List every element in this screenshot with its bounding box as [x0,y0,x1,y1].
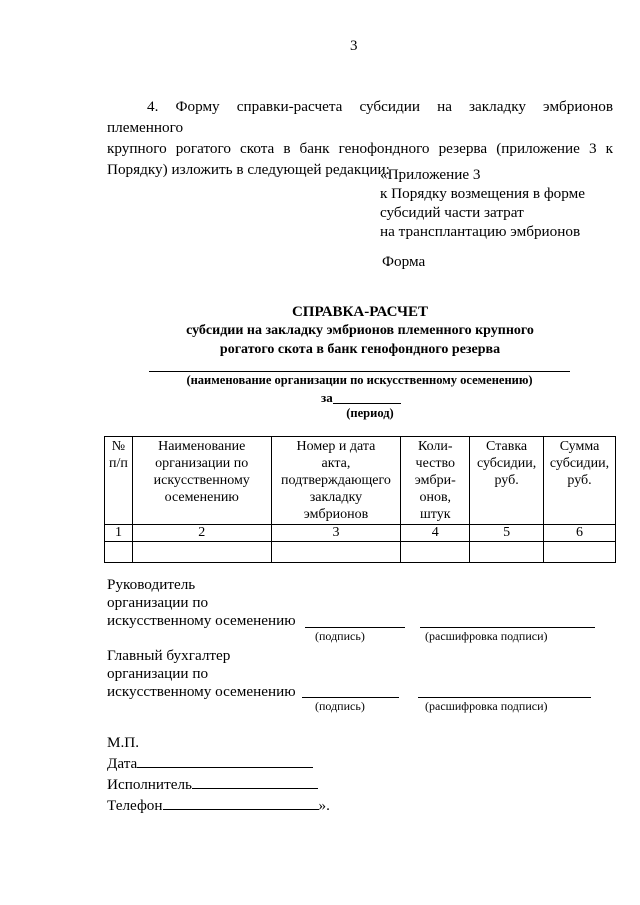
appendix-line-4: на трансплантацию эмбрионов [380,223,581,240]
document-subtitle-line-2: рогатого скота в банк генофондного резерва [219,342,501,357]
phone-field-line[interactable] [163,795,319,810]
empty-cell[interactable] [401,542,470,563]
column-number: 4 [401,525,470,542]
accountant-decode-caption: (расшифровка подписи) [425,699,548,713]
document-subtitle-line-1: субсидии на закладку эмбрионов племенного крупного [186,323,534,338]
column-number: 2 [132,525,271,542]
header-cell-amount: Сумма субсидии, руб. [544,437,616,525]
date-row [107,753,330,774]
head-signature-line[interactable] [305,627,405,628]
empty-cell[interactable] [544,542,616,563]
executor-label: Исполнитель [107,776,192,793]
empty-cell[interactable] [470,542,544,563]
empty-cell[interactable] [132,542,271,563]
header-cell-rate: Ставка субсидии, руб. [470,437,544,525]
empty-cell[interactable] [271,542,401,563]
header-cell-quantity: Коли- чество эмбри- онов, штук [401,437,470,525]
organization-caption: (наименование организации по искусственному осеменению) [186,373,533,387]
phone-label: Телефон [107,797,163,814]
head-decode-caption: (расшифровка подписи) [425,629,548,643]
organization-name-line [149,371,570,372]
period-caption: (период) [346,406,394,420]
appendix-line-2: к Порядку возмещения в форме [380,185,585,202]
header-cell-act: Номер и дата акта, подтверждающего закладку эмбрионов [271,437,401,525]
column-number: 1 [105,525,133,542]
head-signature-caption: (подпись) [315,629,365,643]
table-empty-row [105,542,616,563]
table-number-row [105,525,616,542]
form-label: Форма [382,253,426,270]
head-signature-label: Руководитель организации по искусственному осеменению [107,576,296,629]
header-cell-number: № п/п [105,437,133,525]
column-number: 3 [271,525,401,542]
date-field-line[interactable] [137,753,313,768]
closing-quote: ». [318,797,330,814]
footer-block [107,733,330,816]
table-header-row [105,437,616,525]
accountant-signature-caption: (подпись) [315,699,365,713]
phone-row [107,795,330,816]
period-line [333,403,401,404]
accountant-name-line[interactable] [418,697,591,698]
date-label: Дата [107,755,138,772]
paragraph-line-3: Порядку) изложить в следующей редакции: [107,161,390,178]
executor-field-line[interactable] [192,774,318,789]
head-name-line[interactable] [420,627,595,628]
accountant-signature-line[interactable] [302,697,399,698]
page-number: 3 [350,38,358,54]
empty-cell[interactable] [105,542,133,563]
subsidy-table [104,436,616,563]
column-number: 5 [470,525,544,542]
stamp-label: М.П. [107,734,140,751]
paragraph-line-2: крупного рогатого скота в банк генофондного резерва (приложение 3 к [107,140,613,157]
paragraph-line-1: 4. Форму справки-расчета субсидии на закладку эмбрионов племенного [107,98,613,136]
header-cell-organization: Наименование организации по искусственному осеменению [132,437,271,525]
document-title: СПРАВКА-РАСЧЕТ [291,304,429,320]
period-prefix: за [321,390,333,405]
column-number: 6 [544,525,616,542]
appendix-line-3: субсидий части затрат [380,204,524,221]
accountant-signature-label: Главный бухгалтер организации по искусственному осеменению [107,647,296,700]
appendix-line-1: «Приложение 3 [380,166,481,183]
appendix-header [380,165,585,241]
executor-row [107,774,330,795]
